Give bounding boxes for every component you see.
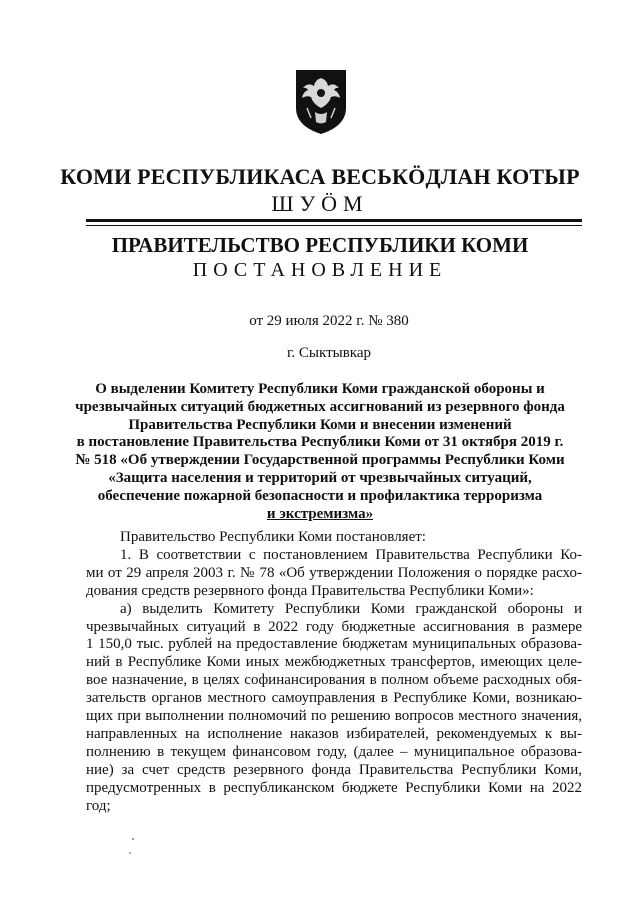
- body-line: ние) за счет средств резервного фонда Правительства Республики Коми,: [86, 761, 582, 778]
- body-line: Правительство Республики Коми постановляет:: [120, 529, 426, 545]
- body-line: щих при выполнении полномочий по решению вопросов местного значения,: [86, 708, 582, 725]
- body-line: 1 150,0 тыс. рублей на предоставление бюджетам муниципальных образова-: [86, 636, 582, 653]
- doctype-title: ПОСТАНОВЛЕНИЕ: [192, 259, 448, 281]
- document-date-number: от 29 июля 2022 г. № 380: [249, 313, 409, 329]
- subject-line: в постановление Правительства Республики Коми от 31 октября 2019 г.: [76, 434, 564, 451]
- body-line: а) выделить Комитету Республики Коми гражданской обороны и: [120, 600, 582, 617]
- document-subject: [0, 381, 640, 523]
- body-line: чрезвычайных ситуаций в 2022 году бюджетные ассигнования в размере: [86, 618, 582, 635]
- body-line: вое назначение, в целях софинансирования в полном объеме расходных обя-: [86, 672, 582, 689]
- subject-line: № 518 «Об утверждении Государственной программы Республики Коми: [75, 452, 565, 469]
- republic-header-komi: КОМИ РЕСПУБЛИКАСА ВЕСЬКӦДЛАН КОТЫР: [60, 164, 580, 189]
- body-line: ний в Республике Коми иных межбюджетных трансфертов, имеющих целе-: [86, 654, 582, 671]
- document-city: г. Сыктывкар: [286, 345, 372, 361]
- subject-line: О выделении Комитету Республики Коми гражданской обороны и: [95, 381, 545, 397]
- scan-speck: [129, 852, 131, 854]
- header-divider-thick: [86, 219, 582, 222]
- body-line: год;: [86, 797, 111, 814]
- body-line: ми от 29 апреля 2003 г. № 78 «Об утверждении Положения о порядке расхо-: [86, 564, 582, 581]
- scan-speck: [132, 838, 134, 840]
- document-body: [86, 529, 582, 816]
- body-line: предусмотренных в республиканском бюджете Республики Коми на 2022: [86, 779, 582, 796]
- subject-line: «Защита населения и территорий от чрезвычайных ситуаций,: [108, 469, 532, 486]
- body-line: направленных на исполнение наказов избирателей, рекомендуемых к вы-: [86, 725, 582, 742]
- government-title: ПРАВИТЕЛЬСТВО РЕСПУБЛИКИ КОМИ: [111, 233, 529, 257]
- body-line: полнению в текущем финансовом году, (далее – муниципальное образова-: [86, 743, 582, 760]
- subject-line-underlined: и экстремизма»: [266, 505, 374, 522]
- subject-line: чрезвычайных ситуаций бюджетных ассигнований из резервного фонда: [75, 398, 565, 415]
- body-line: дования средств резервного фонда Правительства Республики Коми»:: [86, 582, 534, 599]
- doctype-komi: ШУӦМ: [271, 191, 369, 216]
- body-line: 1. В соответствии с постановлением Правительства Республики Ко-: [120, 546, 582, 563]
- subject-line: обеспечение пожарной безопасности и профилактика терроризма: [97, 487, 543, 504]
- coat-of-arms-icon: [293, 68, 349, 136]
- body-line: зательств органов местного самоуправления в Республике Коми, возникаю-: [86, 690, 582, 707]
- header-divider-thin: [86, 225, 582, 226]
- subject-line: Правительства Республики Коми и внесении изменений: [128, 416, 512, 433]
